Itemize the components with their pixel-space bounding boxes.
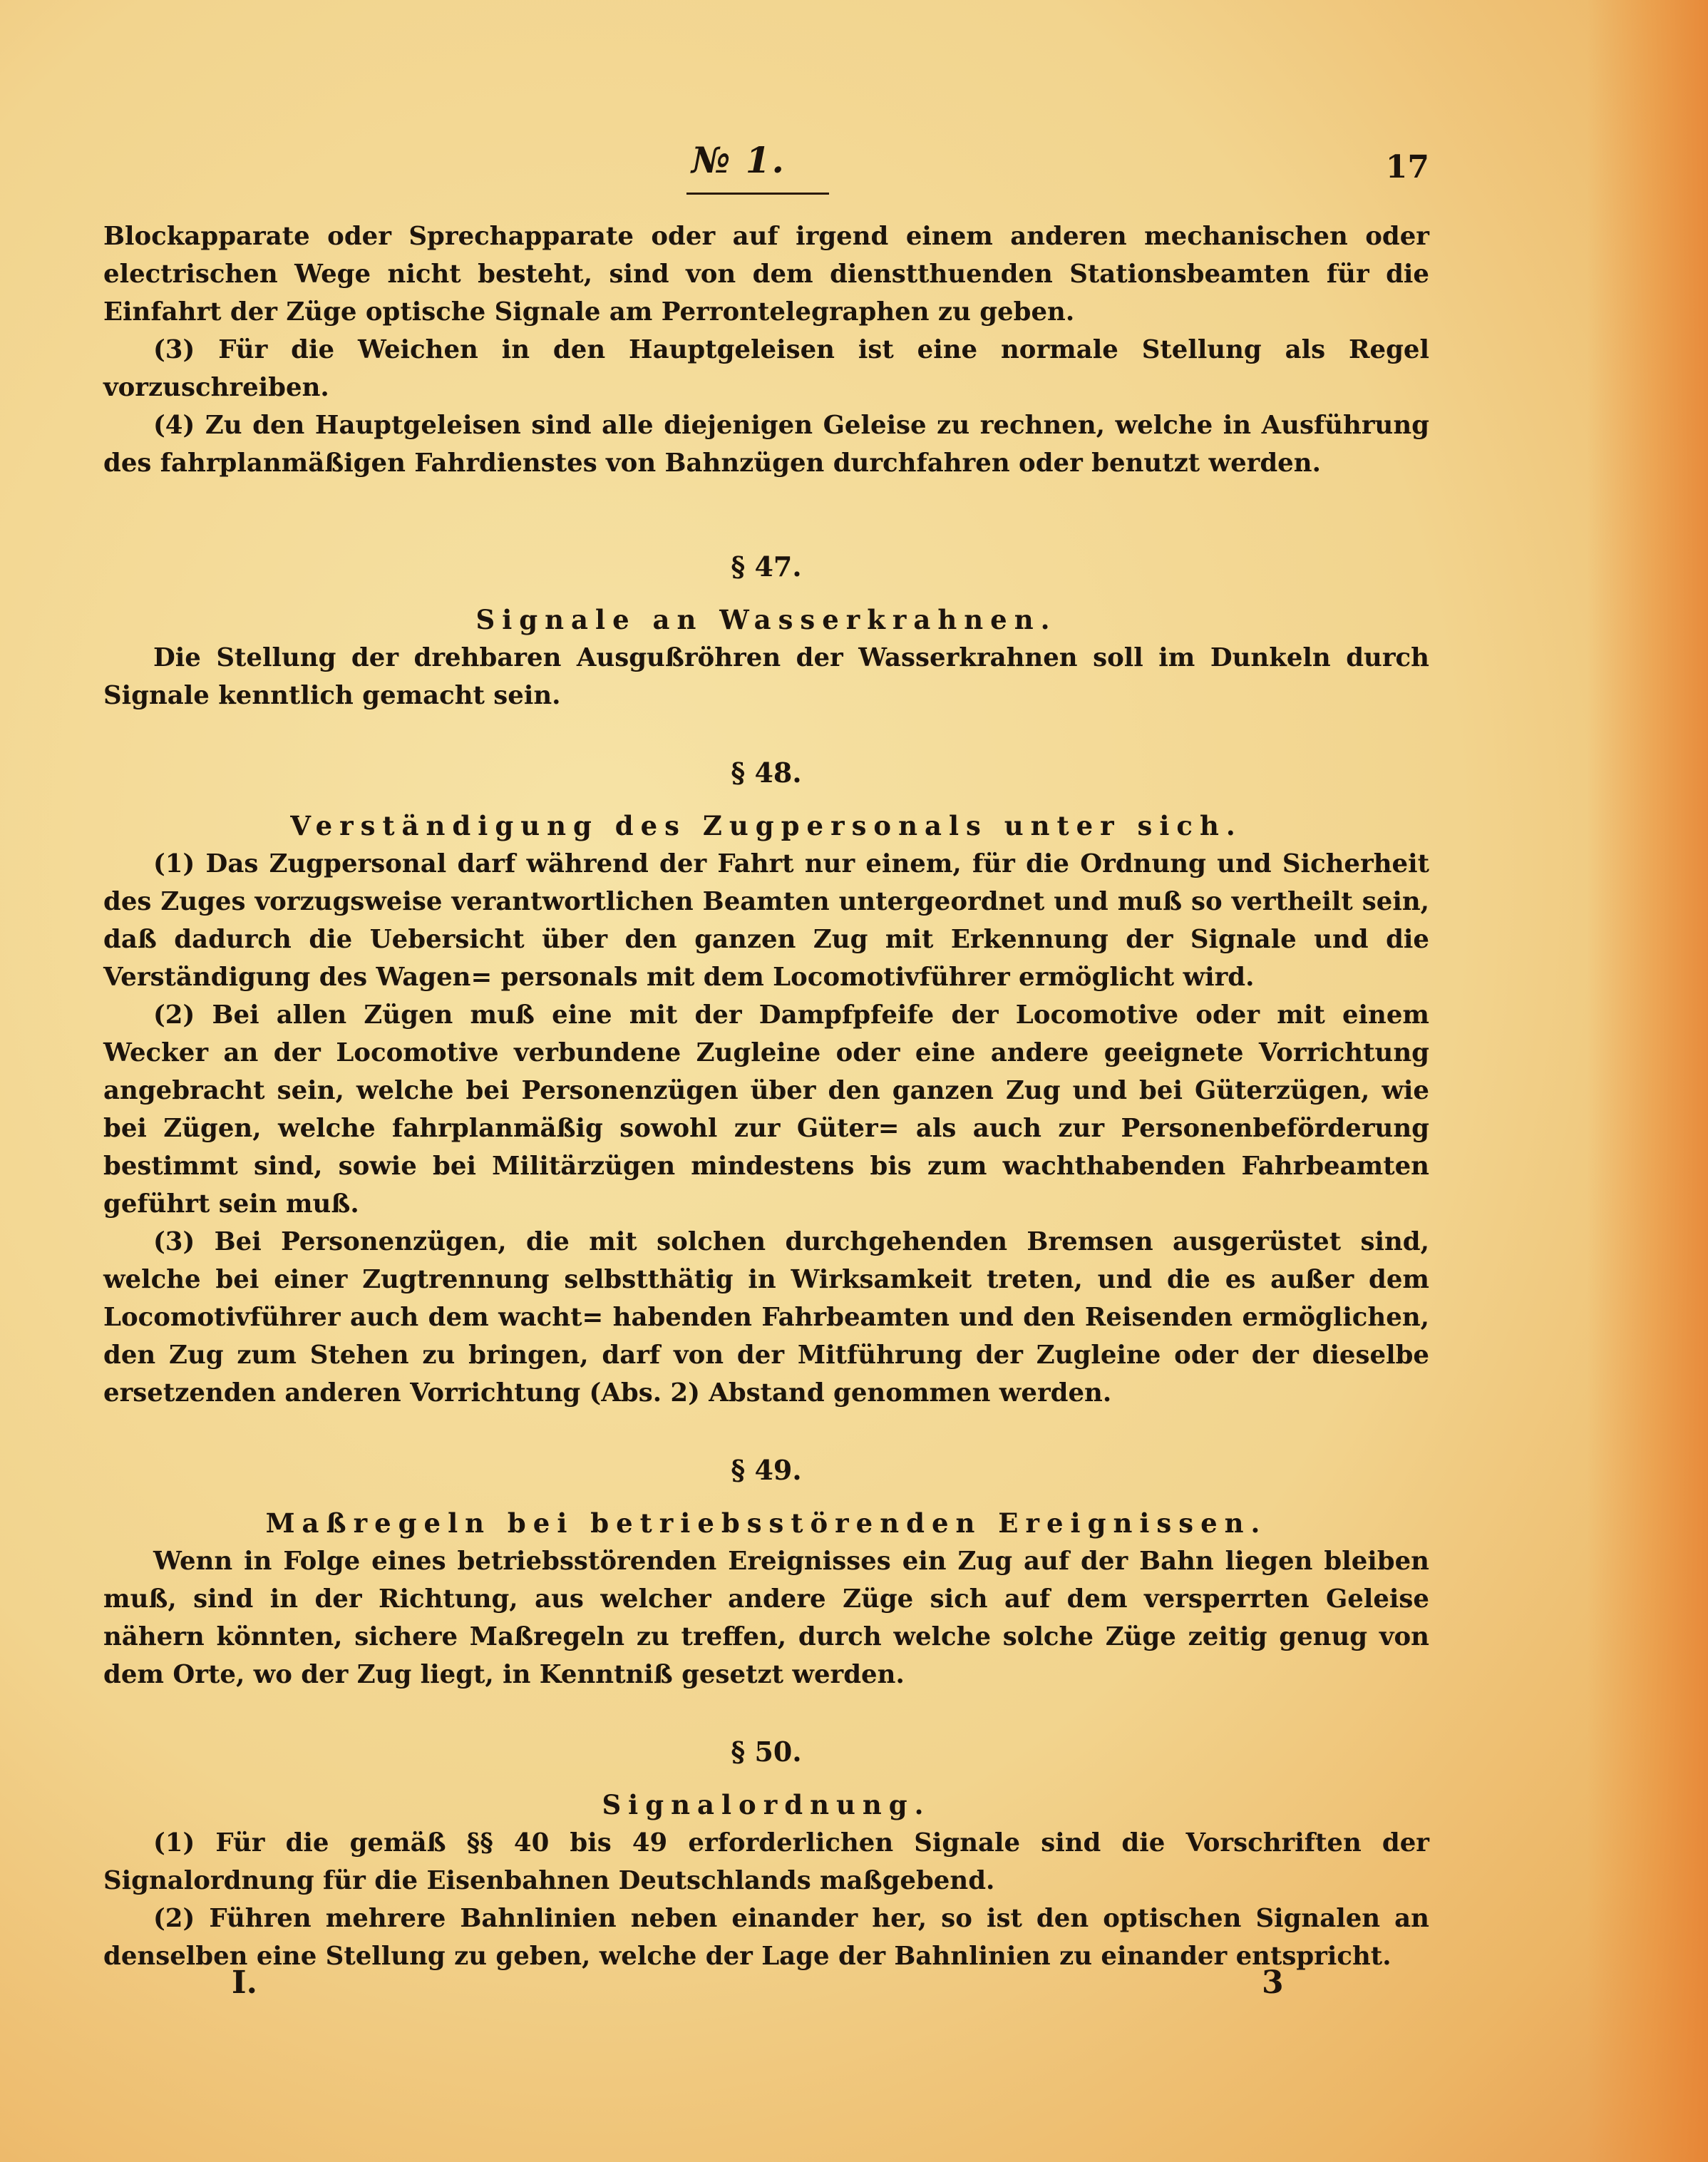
document-body	[103, 217, 1429, 1975]
document-page	[103, 0, 1429, 2162]
paragraph-4: (4) Zu den Hauptgeleisen sind alle diejenigen Geleise zu rechnen, welche in Ausführung des fahrplanmäßigen Fahrdienstes von Bahnzügen durchfahren oder benutzt werden.	[103, 411, 1429, 478]
section-47-number: § 47.	[731, 550, 802, 583]
issue-number: № 1.	[691, 139, 786, 181]
sheet-number: 3	[1262, 1964, 1284, 2001]
page-edge-discoloration	[1587, 0, 1708, 2162]
section-50-paragraph-1: (1) Für die gemäß §§ 40 bis 49 erforderlichen Signale sind die Vorschriften der Signalordnung für die Eisenbahnen Deutschlands maßgebend.	[103, 1828, 1429, 1895]
section-47-title: Signale an Wasserkrahnen.	[475, 604, 1057, 635]
section-50-number: § 50.	[731, 1736, 802, 1768]
section-47-text: Die Stellung der drehbaren Ausgußröhren der Wasserkrahnen soll im Dunkeln durch Signale kenntlich gemacht sein.	[103, 643, 1429, 710]
section-48-paragraph-3: (3) Bei Personenzügen, die mit solchen durchgehenden Bremsen ausgerüstet sind, welche bei einer Zugtrennung selbstthätig in Wirksamkeit treten, und die es außer dem Locomotivführer auch dem wacht= habenden Fahrbeamten und den Reisenden ermöglichen, den Zug zum Stehen zu bringen, darf von der Mitführung der Zugleine oder der dieselbe ersetzenden anderen Vorrichtung (Abs. 2) Abstand genommen werden.	[103, 1227, 1429, 1408]
section-49-title: Maßregeln bei betriebsstörenden Ereignissen.	[265, 1507, 1267, 1539]
page-footer	[103, 1964, 1429, 2007]
section-48-number: § 48.	[731, 757, 802, 789]
page-header	[103, 139, 1429, 196]
page-number: 17	[1385, 149, 1429, 185]
paragraph-3: (3) Für die Weichen in den Hauptgeleisen ist eine normale Stellung als Regel vorzuschreiben.	[103, 335, 1429, 402]
section-49-text: Wenn in Folge eines betriebsstörenden Ereignisses ein Zug auf der Bahn liegen bleiben muß, sind in der Richtung, aus welcher andere Züge sich auf dem versperrten Geleise nähern könnten, sichere Maßregeln zu treffen, durch welche solche Züge zeitig genug von dem Orte, wo der Zug liegt, in Kenntniß gesetzt werden.	[103, 1547, 1429, 1689]
section-48-paragraph-2: (2) Bei allen Zügen muß eine mit der Dampfpfeife der Locomotive oder mit einem Wecker an der Locomotive verbundene Zugleine oder eine andere geeignete Vorrichtung angebracht sein, welche bei Personenzügen über den ganzen Zug und bei Güterzügen, wie bei Zügen, welche fahrplanmäßig sowohl zur Güter= als auch zur Personenbeförderung bestimmt sind, sowie bei Militärzügen mindestens bis zum wachthabenden Fahrbeamten geführt sein muß.	[103, 1000, 1429, 1219]
section-50-paragraph-2: (2) Führen mehrere Bahnlinien neben einander her, so ist den optischen Signalen an denselben eine Stellung zu geben, welche der Lage der Bahnlinien zu einander entspricht.	[103, 1904, 1429, 1971]
section-48-title: Verständigung des Zugpersonals unter sich.	[290, 810, 1243, 841]
section-50-title: Signalordnung.	[602, 1789, 931, 1820]
section-49-number: § 49.	[731, 1454, 802, 1486]
continued-paragraph: Blockapparate oder Sprechapparate oder auf irgend einem anderen mechanischen oder electrischen Wege nicht besteht, sind von dem dienstthuenden Stationsbeamten für die Einfahrt der Züge optische Signale am Perrontelegraphen zu geben.	[103, 222, 1429, 327]
signature-mark: I.	[232, 1964, 257, 2001]
section-48-paragraph-1: (1) Das Zugpersonal darf während der Fahrt nur einem, für die Ordnung und Sicherheit des Zuges vorzugsweise verantwortlichen Beamten untergeordnet und muß so vertheilt sein, daß dadurch die Uebersicht über den ganzen Zug mit Erkennung der Signale und die Verständigung des Wagen= personals mit dem Locomotivführer ermöglicht wird.	[103, 849, 1429, 992]
header-underline	[686, 193, 829, 195]
